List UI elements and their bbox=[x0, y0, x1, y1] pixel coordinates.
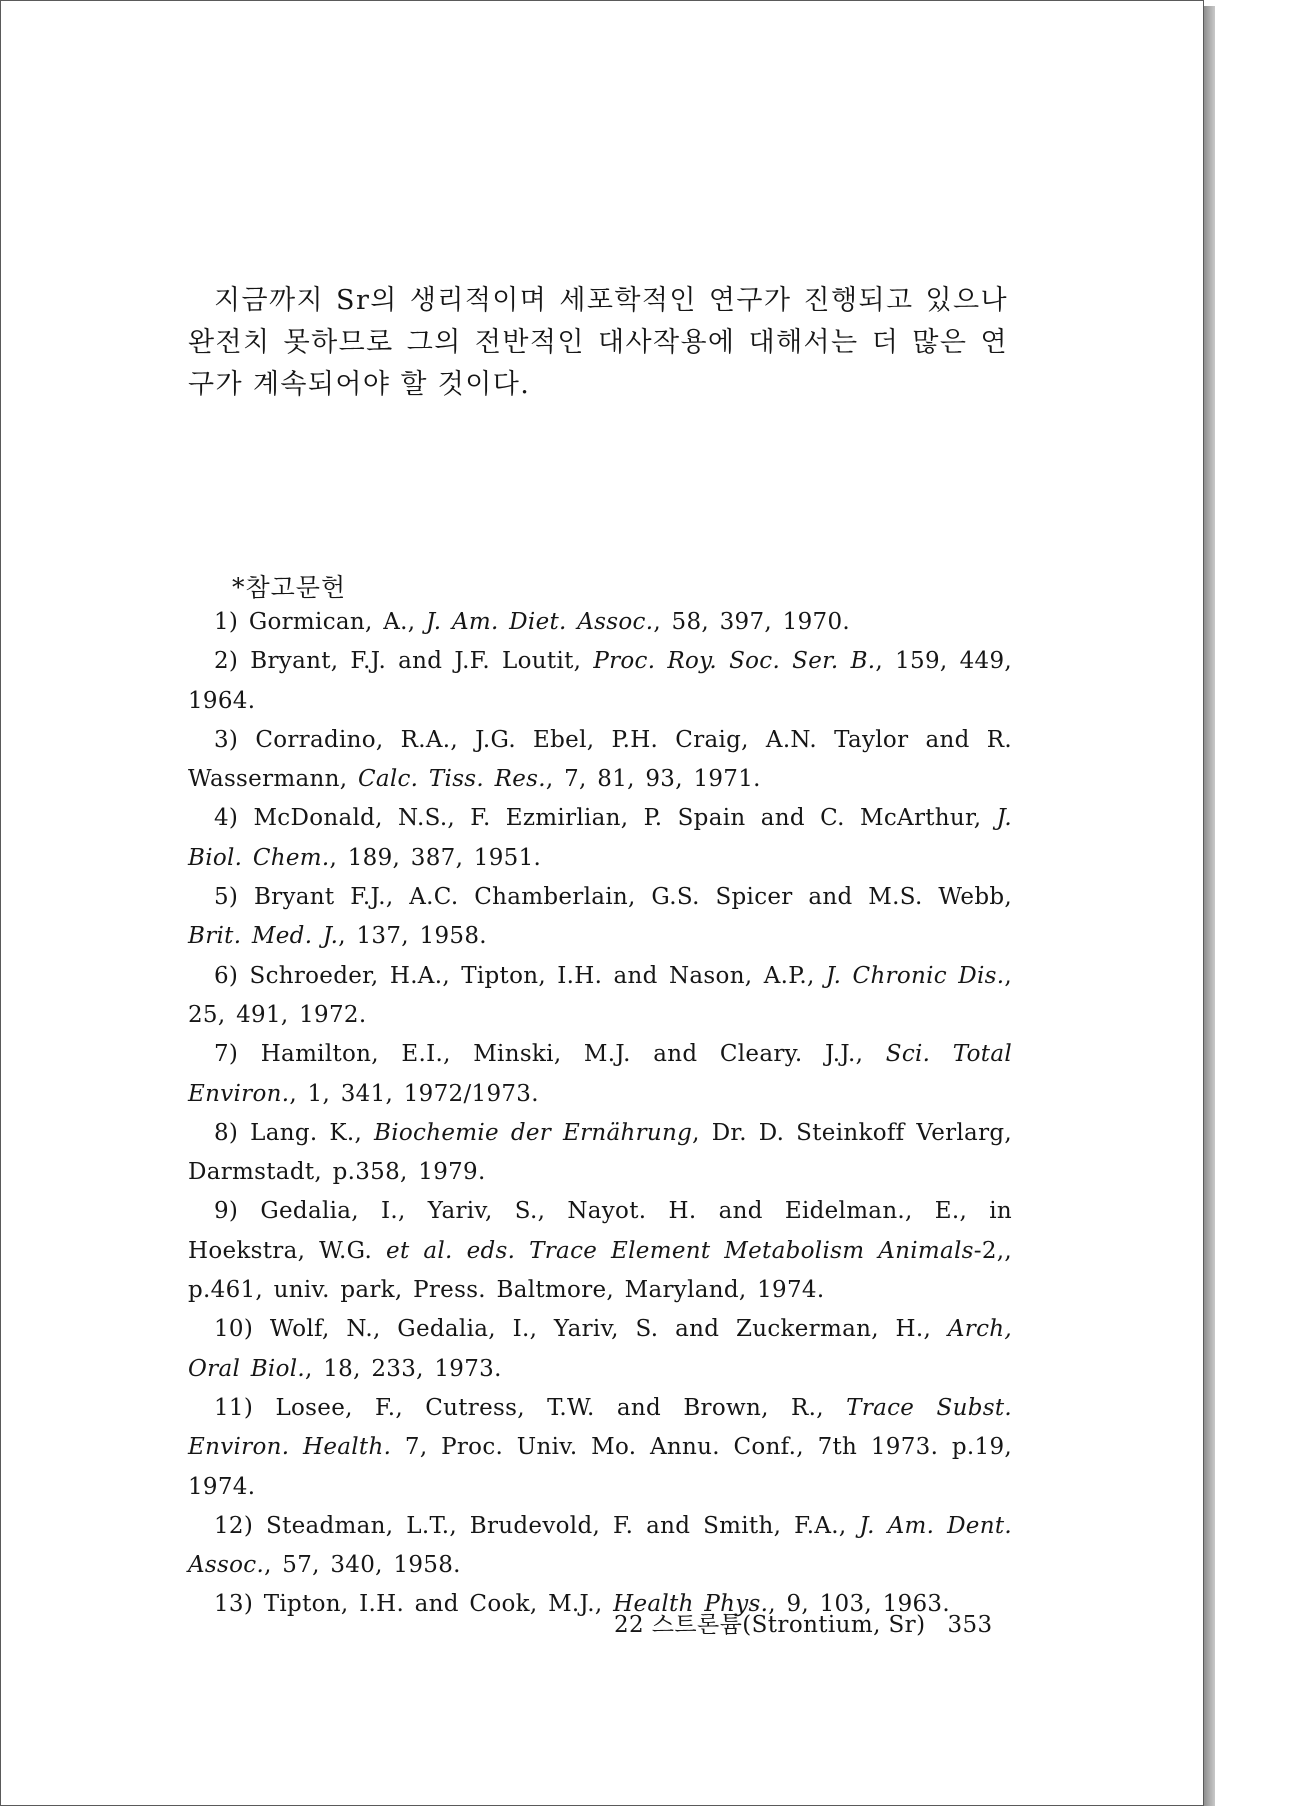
ref-journal: Calc. Tiss. Res. bbox=[357, 766, 546, 793]
ref-journal: Health Phys. bbox=[613, 1591, 769, 1618]
reference-11 bbox=[188, 1389, 1012, 1507]
reference-5 bbox=[188, 878, 1012, 957]
ref-details: , Dr. D. Steinkoff Verlarg, Darmstadt, p.358, 1979. bbox=[188, 1119, 1012, 1186]
ref-authors: 8) Lang. K., bbox=[214, 1119, 375, 1146]
references-heading: *참고문헌 bbox=[232, 573, 347, 602]
reference-8 bbox=[188, 1114, 1012, 1193]
ref-journal: Arch, Oral Biol. bbox=[188, 1316, 1012, 1382]
ref-authors: 10) Wolf, N., Gedalia, I., Yariv, S. and Zuckerman, H., bbox=[214, 1316, 948, 1343]
ref-journal: Sci. Total Environ. bbox=[188, 1041, 1012, 1107]
ref-details: , 7, 81, 93, 1971. bbox=[545, 766, 761, 793]
ref-authors: 3) Corradino, R.A., J.G. Ebel, P.H. Craig, A.N. Taylor and R. Wassermann, bbox=[188, 726, 1012, 793]
ref-details: , 1, 341, 1972/1973. bbox=[289, 1080, 539, 1107]
ref-journal: Biochemie der Ernährung bbox=[374, 1119, 693, 1146]
reference-7 bbox=[188, 1035, 1012, 1114]
ref-authors: 4) McDonald, N.S., F. Ezmirlian, P. Spain and C. McArthur, bbox=[214, 805, 997, 832]
ref-details: , 189, 387, 1951. bbox=[329, 844, 542, 871]
ref-authors: 12) Steadman, L.T., Brudevold, F. and Smith, F.A., bbox=[214, 1512, 860, 1539]
ref-authors: 2) Bryant, F.J. and J.F. Loutit, bbox=[214, 648, 594, 675]
ref-authors: 9) Gedalia, I., Yariv, S., Nayot. H. and Eidelman., E., in Hoekstra, W.G. bbox=[188, 1198, 1012, 1264]
ref-journal: J. Biol. Chem. bbox=[188, 805, 1012, 871]
reference-list bbox=[188, 603, 1012, 1625]
reference-1 bbox=[188, 603, 1012, 642]
page-number: 353 bbox=[947, 1612, 993, 1638]
ref-details: , 57, 340, 1958. bbox=[264, 1552, 461, 1579]
ref-authors: 1) Gormican, A., bbox=[214, 609, 426, 635]
ref-journal: J. Am. Diet. Assoc. bbox=[425, 609, 654, 635]
reference-12 bbox=[188, 1507, 1012, 1586]
ref-journal: J. Am. Dent. Assoc. bbox=[188, 1512, 1012, 1579]
reference-6 bbox=[188, 957, 1012, 1036]
ref-details: 7, Proc. Univ. Mo. Annu. Conf., 7th 1973. p.19, 1974. bbox=[188, 1434, 1012, 1500]
reference-4 bbox=[188, 799, 1012, 878]
ref-journal: J. Chronic Dis. bbox=[825, 962, 1005, 989]
ref-details: , 25, 491, 1972. bbox=[188, 962, 1012, 1028]
ref-details: , 159, 449, 1964. bbox=[188, 648, 1012, 714]
ref-authors: 5) Bryant F.J., A.C. Chamberlain, G.S. Spicer and M.S. Webb, bbox=[214, 884, 1012, 911]
ref-authors: 11) Losee, F., Cutress, T.W. and Brown, R., bbox=[214, 1394, 847, 1421]
ref-journal: et al. eds. Trace Element Metabolism Animals bbox=[386, 1237, 974, 1264]
reference-3 bbox=[188, 721, 1012, 800]
ref-journal: Proc. Roy. Soc. Ser. B. bbox=[593, 648, 876, 675]
reference-2 bbox=[188, 642, 1012, 721]
ref-authors: 13) Tipton, I.H. and Cook, M.J., bbox=[214, 1591, 614, 1618]
reference-10 bbox=[188, 1310, 1012, 1389]
intro-paragraph: 지금까지 Sr의 생리적이며 세포학적인 연구가 진행되고 있으나 완전치 못하므로 그의 전반적인 대사작용에 대해서는 더 많은 연구가 계속되어야 할 것이다. bbox=[188, 285, 1008, 400]
ref-details: , 58, 397, 1970. bbox=[653, 609, 850, 635]
ref-journal: Trace Subst. Environ. Health. bbox=[188, 1394, 1012, 1461]
ref-details: , 9, 103, 1963. bbox=[768, 1591, 950, 1618]
ref-details: , 137, 1958. bbox=[338, 923, 487, 950]
reference-9 bbox=[188, 1192, 1012, 1310]
page-edge-shadow bbox=[1203, 6, 1215, 1806]
ref-details: -2,, p.461, univ. park, Press. Baltmore, Maryland, 1974. bbox=[188, 1237, 1013, 1304]
ref-authors: 6) Schroeder, H.A., Tipton, I.H. and Nason, A.P., bbox=[214, 962, 826, 989]
running-title: 22 스트론튬(Strontium, Sr) bbox=[614, 1612, 926, 1638]
ref-journal: Brit. Med. J. bbox=[188, 923, 339, 950]
running-footer bbox=[614, 1606, 993, 1639]
ref-authors: 7) Hamilton, E.I., Minski, M.J. and Cleary. J.J., bbox=[214, 1041, 886, 1068]
ref-details: , 18, 233, 1973. bbox=[305, 1355, 502, 1382]
